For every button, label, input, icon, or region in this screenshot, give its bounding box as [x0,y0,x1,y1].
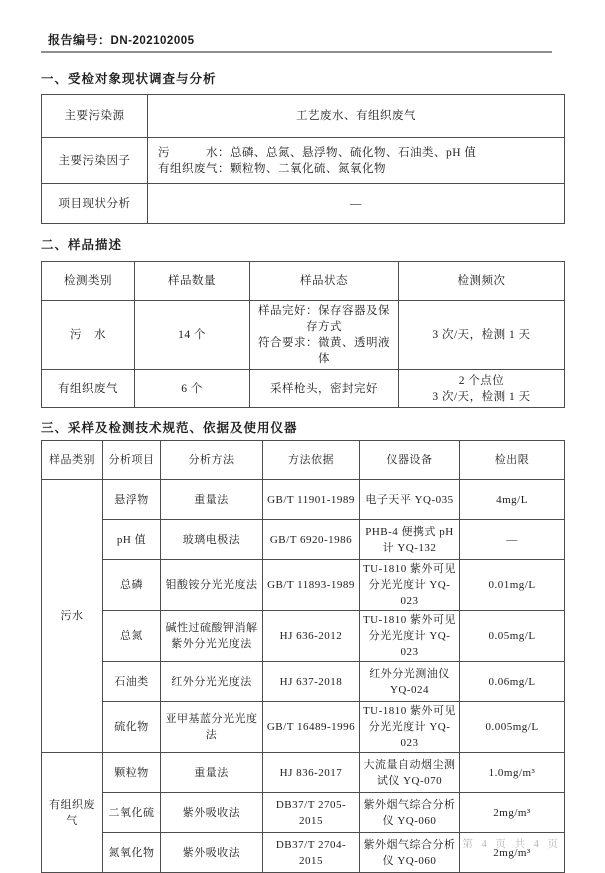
table-row [42,520,565,560]
table-row [42,611,565,662]
cell-method: 玻璃电极法 [161,520,263,560]
cell-instrument: 大流量自动烟尘测试仪 YQ-070 [360,753,460,793]
cell-method: 亚甲基蓝分光光度法 [161,702,263,753]
cell-item: 颗粒物 [103,753,161,793]
sample-description-table [41,261,565,408]
cell-value: — [148,184,565,224]
cell-count: 14 个 [135,301,250,370]
section2-title: 二、样品描述 [41,238,123,252]
cell-instrument: PHB-4 便携式 pH 计 YQ-132 [360,520,460,560]
column-header: 分析方法 [161,441,263,480]
cell-basis: GB/T 6920-1986 [263,520,360,560]
cell-value [148,138,565,184]
row-label: 主要污染因子 [42,138,148,184]
cell-category: 有组织废气 [42,370,135,408]
column-header: 检出限 [460,441,565,480]
survey-table [41,94,565,224]
cell-detection-limit: 4mg/L [460,480,565,520]
state-line: 采样枪头，密封完好 [270,382,378,395]
cell-item: 硫化物 [103,702,161,753]
table-row [42,301,565,370]
cell-count: 6 个 [135,370,250,408]
cell-instrument: 紫外烟气综合分析仪 YQ-060 [360,793,460,833]
cell-method: 红外分光光度法 [161,662,263,702]
methods-instruments-table [41,440,565,873]
cell-detection-limit: — [460,520,565,560]
cell-instrument: 紫外烟气综合分析仪 YQ-060 [360,833,460,873]
cell-method: 重量法 [161,480,263,520]
cell-detection-limit: 0.01mg/L [460,560,565,611]
cell-instrument: TU-1810 紫外可见分光光度计 YQ-023 [360,560,460,611]
column-header: 检测类别 [42,262,135,301]
pollutant-factors-water: 污 水：总磷、总氮、悬浮物、硫化物、石油类、pH 值 [158,146,477,159]
pollutant-factors-gas: 有组织废气：颗粒物、二氧化硫、氮氧化物 [158,162,386,175]
frequency-line: 3 次/天，检测 1 天 [432,390,531,403]
cell-detection-limit: 0.05mg/L [460,611,565,662]
frequency-line: 3 次/天，检测 1 天 [432,329,531,341]
cell-detection-limit: 0.06mg/L [460,662,565,702]
cell-instrument: 红外分光测油仪 YQ-024 [360,662,460,702]
cell-basis: HJ 836-2017 [263,753,360,793]
document-page [0,32,605,873]
cell-state [250,370,399,408]
cell-item: 氮氧化物 [103,833,161,873]
report-number-label: 报告编号： [48,33,111,47]
column-header: 仪器设备 [360,441,460,480]
cell-method: 紫外吸收法 [161,793,263,833]
frequency-line: 2 个点位 [458,374,505,387]
cell-detection-limit: 1.0mg/m³ [460,753,565,793]
cell-item: 总磷 [103,560,161,611]
cell-instrument: TU-1810 紫外可见分光光度计 YQ-023 [360,611,460,662]
cell-basis: HJ 637-2018 [263,662,360,702]
column-header: 样品数量 [135,262,250,301]
cell-frequency [399,370,565,408]
cell-sample-category: 有组织废气 [42,753,103,873]
table-row [42,480,565,520]
section1-title: 一、受检对象现状调查与分析 [41,72,217,86]
cell-basis: GB/T 11893-1989 [263,560,360,611]
cell-instrument: TU-1810 紫外可见分光光度计 YQ-023 [360,702,460,753]
row-label: 项目现状分析 [42,184,148,224]
cell-item: 石油类 [103,662,161,702]
cell-basis: DB37/T 2705-2015 [263,793,360,833]
cell-value: 工艺废水、有组织废气 [148,95,565,138]
cell-detection-limit: 2mg/m³ [460,833,565,873]
report-number-line [41,32,552,53]
cell-basis: GB/T 11901-1989 [263,480,360,520]
state-line: 符合要求：微黄、透明液体 [258,337,390,365]
table-row [42,95,565,138]
cell-sample-category: 污水 [42,480,103,753]
section3-title: 三、采样及检测技术规范、依据及使用仪器 [41,421,298,435]
table-row [42,138,565,184]
cell-basis: DB37/T 2704-2015 [263,833,360,873]
table-row [42,184,565,224]
column-header: 样品类别 [42,441,103,480]
cell-basis: HJ 636-2012 [263,611,360,662]
report-number-value: DN-202102005 [110,35,195,47]
table-row [42,793,565,833]
cell-method: 紫外吸收法 [161,833,263,873]
table-row [42,560,565,611]
table-row [42,702,565,753]
cell-item: pH 值 [103,520,161,560]
cell-method: 重量法 [161,753,263,793]
cell-item: 二氧化硫 [103,793,161,833]
row-label: 主要污染源 [42,95,148,138]
column-header: 样品状态 [250,262,399,301]
page-footer: 第 4 页 共 4 页 [462,839,561,850]
column-header: 分析项目 [103,441,161,480]
cell-method: 碱性过硫酸钾消解紫外分光光度法 [161,611,263,662]
table-row [42,662,565,702]
cell-frequency [399,301,565,370]
column-header: 检测频次 [399,262,565,301]
cell-instrument: 电子天平 YQ-035 [360,480,460,520]
cell-detection-limit: 0.005mg/L [460,702,565,753]
table-row [42,753,565,793]
cell-method: 钼酸铵分光光度法 [161,560,263,611]
cell-detection-limit: 2mg/m³ [460,793,565,833]
cell-state [250,301,399,370]
table-header-row [42,441,565,480]
state-line: 样品完好：保存容器及保存方式 [258,305,390,333]
cell-basis: GB/T 16489-1996 [263,702,360,753]
table-row [42,370,565,408]
cell-item: 总氮 [103,611,161,662]
cell-item: 悬浮物 [103,480,161,520]
cell-category: 污 水 [42,301,135,370]
table-header-row [42,262,565,301]
column-header: 方法依据 [263,441,360,480]
